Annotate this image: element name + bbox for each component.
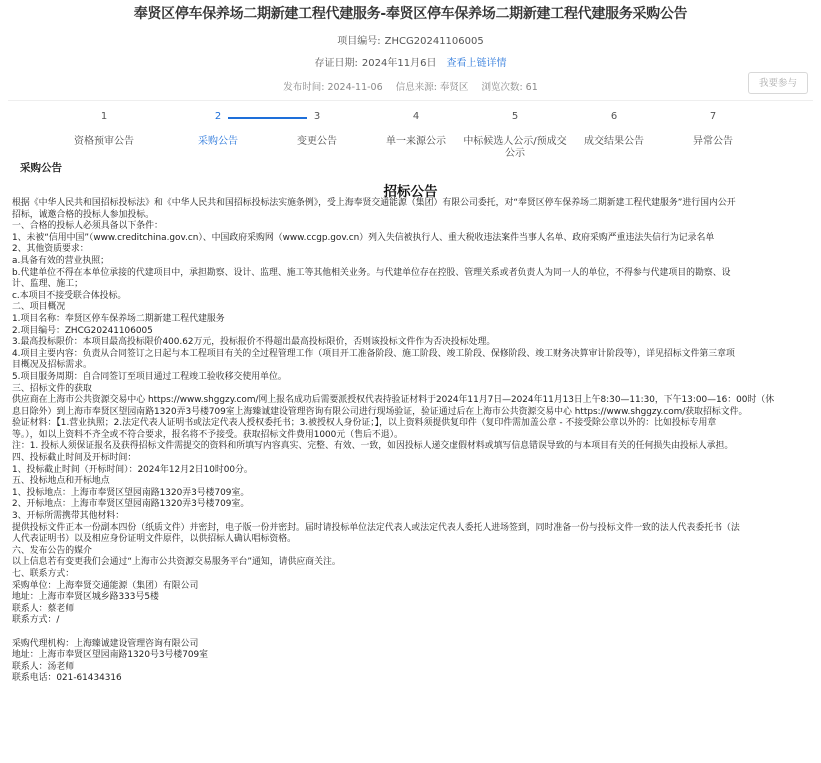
body-line: 采购代理机构：上海臻诚建设管理咨询有限公司	[12, 638, 199, 649]
body-line: 联系方式：/	[12, 615, 60, 626]
publish-time: 发布时间: 2024-11-06	[283, 82, 383, 93]
body-line: 1.项目名称：奉贤区停车保养场二期新建工程代建服务	[12, 313, 225, 324]
store-date-label: 存证日期:	[314, 58, 358, 69]
body-line: 等。），如以上资料不齐全或不符合要求，报名将不予接受。获取招标文件费用1000元（售后不退）。	[12, 429, 403, 440]
step-4[interactable]	[361, 110, 471, 148]
step-3[interactable]	[262, 110, 372, 148]
body-line: 四、投标截止时间及开标时间：	[12, 453, 137, 464]
project-number-line	[0, 32, 821, 47]
step-label: 中标候选人公示/预成交公示	[463, 136, 567, 159]
section-label: 采购公告	[20, 162, 62, 174]
body-line: 采购单位：上海奉贤交通能源（集团）有限公司	[12, 580, 199, 591]
step-5[interactable]	[460, 110, 570, 160]
body-line: 3.最高投标限价：本项目最高投标限价400.62万元，投标报价不得超出最高投标限价，否则该投标文件作为否决投标处理。	[12, 337, 496, 348]
body-line: 根据《中华人民共和国招标投标法》和《中华人民共和国招标投标法实施条例》，受上海奉贤交通能源（集团）有限公司委托，对“奉贤区停车保养场二期新建工程代建服务”进行国内公开	[12, 198, 736, 208]
store-date-line	[0, 54, 821, 69]
step-number: 4	[412, 111, 420, 122]
body-line: 3、开标所需携带其他材料：	[12, 511, 125, 522]
body-line: 1、投标地点：上海市奉贤区望园南路1320弄3号楼709室。	[12, 487, 250, 498]
body-line: 目概况及招标需求。	[12, 360, 92, 371]
active-step-line	[228, 117, 307, 119]
body-line: 息日除外）到上海市奉贤区望园南路1320弄3号楼709室上海臻诚建设管理咨询有限公司进行现场验证，验证通过后在上海市公共资源交易中心 https://www.shggzy.com/获取招标文件。	[12, 406, 748, 417]
step-2[interactable]	[163, 110, 273, 148]
step-label: 成交结果公告	[584, 136, 644, 147]
body-line: a.具备有效的营业执照；	[12, 255, 110, 266]
info-source: 信息来源: 奉贤区	[395, 82, 469, 93]
body-line: 三、招标文件的获取	[12, 383, 92, 394]
body-line: 1、投标截止时间（开标时间）：2024年12月2日10时00分。	[12, 464, 253, 475]
body-line: 一、合格的投标人必须具备以下条件：	[12, 221, 163, 232]
chain-details-link[interactable]: 查看上链详情	[446, 58, 507, 69]
body-line: 人代表证明书）以及相应身份证明文件原件，以供招标人确认唱标资格。	[12, 534, 296, 545]
body-line: 验证材料：【1.营业执照；2.法定代表人证明书或法定代表人授权委托书；3.被授权人身份证；】，以上资料须提供复印件（复印件需加盖公章 - 不接受除公章以外的：比如投标专用章	[12, 418, 717, 429]
body-line: 2、其他资质要求：	[12, 244, 89, 255]
step-label: 单一来源公示	[386, 136, 446, 147]
body-line: 提供投标文件正本一份副本四份（纸质文件）并密封，电子版一份并密封。届时请投标单位法定代表人或法定代表人委托人进场签到，同时准备一份与投标文件一致的法人代表委托书（法	[12, 522, 740, 533]
body-line: 联系电话：021-61434316	[12, 673, 122, 684]
step-7[interactable]	[658, 110, 768, 148]
body-line: 五、投标地点和开标地点	[12, 476, 110, 487]
step-number: 1	[100, 111, 108, 122]
body-line: 招标，诚邀合格的投标人参加投标。	[12, 209, 154, 220]
process-steps	[0, 110, 821, 160]
step-number: 5	[511, 111, 519, 122]
store-date: 2024年11月6日	[361, 58, 437, 69]
header-divider	[8, 100, 813, 101]
step-1[interactable]	[49, 110, 159, 148]
blank-line	[12, 627, 810, 639]
body-line: 1、未被“信用中国”（www.creditchina.gov.cn）、中国政府采购网（www.ccgp.gov.cn）列入失信被执行人、重大税收违法案件当事人名单、政府采购严重违法失信行为记录名单	[12, 232, 715, 243]
body-line: 4.项目主要内容：负责从合同签订之日起与本工程项目有关的全过程管理工作（项目开工准备阶段、施工阶段、竣工阶段、保修阶段、竣工财务决算审计阶段等），详见招标文件第三章项	[12, 348, 735, 359]
announcement-body	[12, 198, 810, 685]
body-line: 供应商在上海市公共资源交易中心 https://www.shggzy.com/网上报名成功后需要派授权代表持验证材料于2024年11月7日—2024年11月13日上午8:30—11:30，下午13:00—16：00时（休	[12, 395, 775, 406]
join-button[interactable]: 我要参与	[748, 72, 808, 94]
step-number: 3	[313, 111, 321, 122]
project-number-label: 项目编号:	[337, 36, 381, 47]
step-label: 资格预审公告	[74, 136, 134, 147]
body-line: 联系人：蔡老师	[12, 603, 75, 614]
view-count: 浏览次数: 61	[481, 82, 538, 93]
page-title: 奉贤区停车保养场二期新建工程代建服务-奉贤区停车保养场二期新建工程代建服务采购公告	[133, 6, 688, 22]
body-line: 以上信息若有变更我们会通过“上海市公共资源交易服务平台”通知，请供应商关注。	[12, 557, 341, 568]
body-line: 计、监理、施工；	[12, 279, 83, 290]
body-line: 注：1. 投标人须保证报名及获得招标文件需提交的资料和所填写内容真实、完整、有效、一致，如因投标人递交虚假材料或填写信息错误导致的与本项目有关的任何损失由投标人承担。	[12, 441, 734, 452]
body-line: 5.项目服务周期：自合同签订至项目通过工程竣工验收移交使用单位。	[12, 371, 287, 382]
body-line: 2、开标地点：上海市奉贤区望园南路1320弄3号楼709室。	[12, 499, 250, 510]
step-label: 异常公告	[693, 136, 733, 147]
step-label: 采购公告	[198, 136, 238, 147]
document-title: 招标公告	[383, 184, 438, 200]
step-6[interactable]	[559, 110, 669, 148]
body-line: 地址：上海市奉贤区城乡路333号5楼	[12, 592, 159, 603]
body-line: 2.项目编号：ZHCG20241106005	[12, 325, 153, 336]
body-line: 地址：上海市奉贤区望园南路1320号3号楼709室	[12, 650, 209, 661]
body-line: 二、项目概况	[12, 302, 66, 313]
step-number: 7	[709, 111, 717, 122]
step-number: 2	[214, 111, 222, 122]
body-line: c.本项目不接受联合体投标。	[12, 290, 127, 301]
body-line: 联系人：汤老师	[12, 661, 75, 672]
step-label: 变更公告	[297, 136, 337, 147]
body-line: 七、联系方式：	[12, 569, 75, 579]
body-line: b.代建单位不得在本单位承接的代建项目中，承担勘察、设计、监理、施工等其他相关业务。与代建单位存在控股、管理关系或者负责人为同一人的单位，不得参与代建项目的勘察、设	[12, 267, 731, 278]
project-number: ZHCG20241106005	[384, 36, 484, 47]
body-line: 六、发布公告的媒介	[12, 545, 92, 556]
publish-info-line	[0, 79, 821, 93]
step-number: 6	[610, 111, 618, 122]
